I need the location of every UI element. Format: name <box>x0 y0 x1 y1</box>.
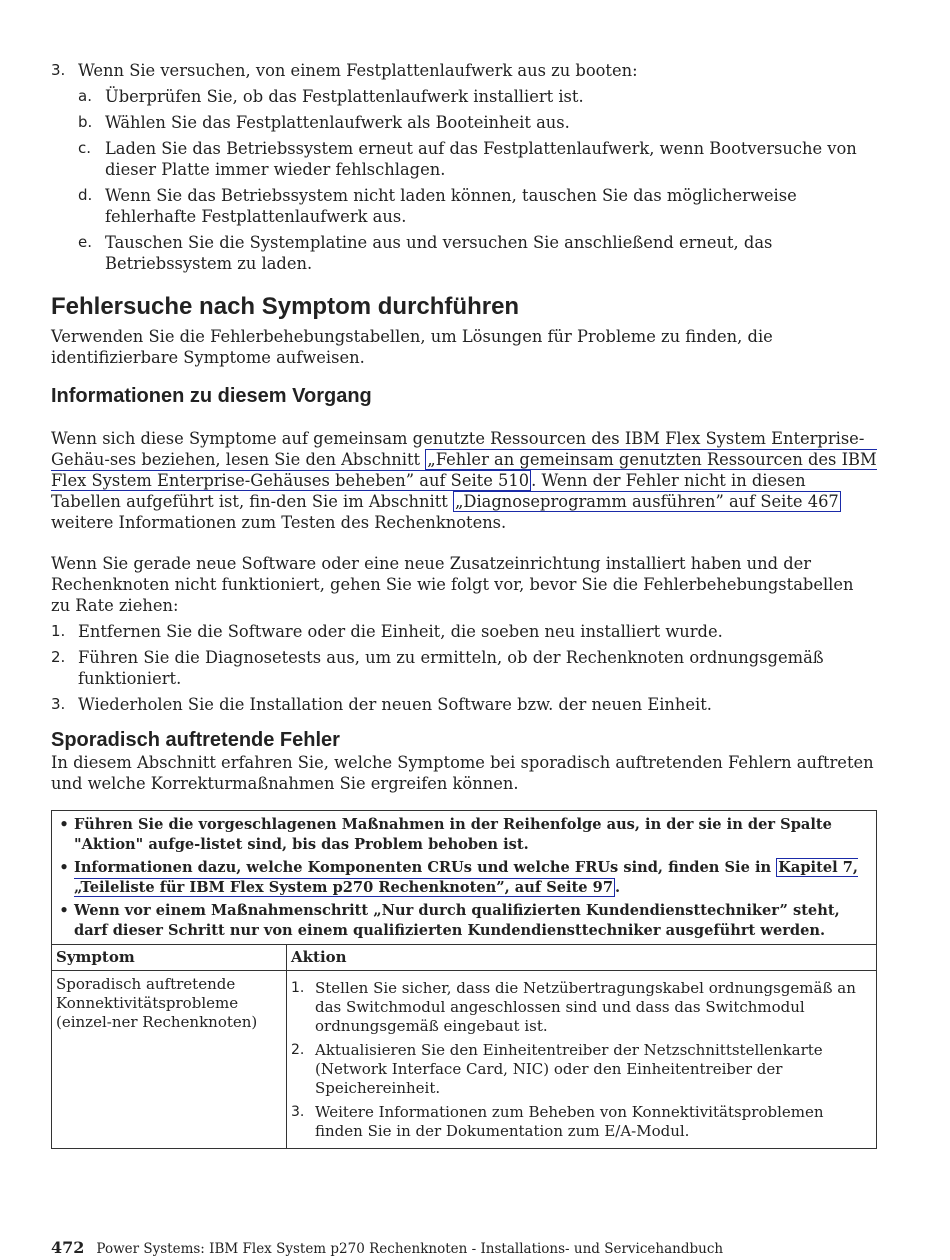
section-heading: Fehlersuche nach Symptom durchführen <box>51 293 520 320</box>
action-text: Stellen Sie sicher, dass die Netzübertragungskabel ordnungsgemäß an das Switchmodul angeschlossen sind und dass das Switchmodul ordnungsgemäß eingebaut ist. <box>315 979 856 1035</box>
link-parts-list[interactable]: Kapitel 7, „Teileliste für IBM Flex System p270 Rechenknoten”, auf Seite 97 <box>74 859 858 896</box>
list-text: Überprüfen Sie, ob das Festplattenlaufwerk installiert ist. <box>105 87 584 106</box>
list-number: 1. <box>51 622 66 640</box>
subsection-heading: Sporadisch auftretende Fehler <box>51 729 340 751</box>
list-item <box>78 185 877 227</box>
boot-list <box>51 60 877 81</box>
action-number: 2. <box>291 1042 305 1058</box>
text-run: . <box>614 878 621 896</box>
action-number: 3. <box>291 1104 305 1120</box>
list-letter: c. <box>78 139 92 157</box>
note-item <box>54 858 862 897</box>
note-text <box>74 858 862 897</box>
list-item <box>78 138 877 180</box>
symptom-table <box>52 944 876 1148</box>
col-header-symptom: Symptom <box>52 945 287 971</box>
action-item <box>291 979 864 1036</box>
list-item <box>51 647 877 689</box>
page-content <box>51 60 877 1149</box>
bullet-icon: • <box>59 859 69 876</box>
page-footer <box>51 1238 723 1257</box>
subsection-heading: Informationen zu diesem Vorgang <box>51 385 372 407</box>
list-letter: d. <box>78 186 93 204</box>
link-diagnostics[interactable]: „Diagnoseprogramm ausführen” auf Seite 467 <box>454 492 839 511</box>
action-text: Aktualisieren Sie den Einheitentreiber der Netzschnittstellenkarte (Network Interface Card, NIC) oder den Einheitentreiber der Speichereinheit. <box>315 1041 823 1097</box>
list-number: 3. <box>51 61 66 79</box>
notes-list <box>52 811 876 944</box>
table-row <box>52 971 876 1149</box>
list-letter: e. <box>78 233 92 251</box>
section-intro: Verwenden Sie die Fehlerbehebungstabellen, um Lösungen für Probleme zu finden, die identifizierbare Symptome aufweisen. <box>51 327 773 367</box>
text-run: Wenn sich diese Symptome auf gemeinsam genutzte Ressourcen des IBM Flex System Enterprise-Gehäu-ses beziehen, lesen Sie den Abschnitt <box>51 429 865 469</box>
list-item <box>78 86 877 107</box>
note-item <box>54 815 862 854</box>
list-letter: b. <box>78 113 93 131</box>
link-shared-resources[interactable]: „Fehler an gemeinsam genutzten Ressourcen des IBM Flex System Enterprise-Gehäuses beheben” auf Seite 510 <box>51 450 877 490</box>
action-text: Weitere Informationen zum Beheben von Konnektivitätsproblemen finden Sie in der Dokumentation zum E/A-Modul. <box>315 1103 824 1140</box>
list-text: Führen Sie die Diagnosetests aus, um zu ermitteln, ob der Rechenknoten ordnungsgemäß funktioniert. <box>78 648 824 688</box>
boot-sublist <box>78 86 877 274</box>
action-cell <box>287 971 877 1149</box>
symptom-table-box <box>51 810 877 1149</box>
list-number: 2. <box>51 648 66 666</box>
bullet-icon: • <box>59 816 69 833</box>
list-text: Wenn Sie versuchen, von einem Festplattenlaufwerk aus zu booten: <box>78 61 638 80</box>
list-item <box>51 694 877 715</box>
list-text: Wenn Sie das Betriebssystem nicht laden können, tauschen Sie das möglicherweise fehlerhafte Festplattenlaufwerk aus. <box>105 186 797 226</box>
list-text: Laden Sie das Betriebssystem erneut auf das Festplattenlaufwerk, wenn Bootversuche von dieser Platte immer wieder fehlschlagen. <box>105 139 857 179</box>
list-text: Tauschen Sie die Systemplatine aus und versuchen Sie anschließend erneut, das Betriebssystem zu laden. <box>105 233 773 273</box>
footer-text: Power Systems: IBM Flex System p270 Rechenknoten - Installations- und Servicehandbuch <box>96 1241 724 1257</box>
list-number: 3. <box>51 695 66 713</box>
text-run: . Wenn der Fehler nicht in diesen Tabellen aufgeführt ist, fin-den Sie im Abschnitt <box>51 471 806 511</box>
action-list <box>291 979 864 1141</box>
action-item <box>291 1103 864 1141</box>
note-item <box>54 901 862 940</box>
section-intro: In diesem Abschnitt erfahren Sie, welche Symptome bei sporadisch auftretenden Fehlern auftreten und welche Korrekturmaßnahmen Sie ergreifen können. <box>51 753 874 793</box>
list-text: Wiederholen Sie die Installation der neuen Software bzw. der neuen Einheit. <box>78 695 712 714</box>
new-software-paragraph: Wenn Sie gerade neue Software oder eine neue Zusatzeinrichtung installiert haben und der Rechenknoten nicht funktioniert, gehen Sie wie folgt vor, bevor Sie die Fehlerbehebungstabellen zu Rate ziehen: <box>51 554 854 615</box>
list-item <box>78 112 877 133</box>
action-item <box>291 1041 864 1098</box>
steps-list <box>51 621 877 715</box>
page-number: 472 <box>51 1238 85 1257</box>
list-text: Entfernen Sie die Software oder die Einheit, die soeben neu installiert wurde. <box>78 622 723 641</box>
table-header-row <box>52 945 876 971</box>
list-letter: a. <box>78 87 92 105</box>
note-text: Wenn vor einem Maßnahmenschritt „Nur durch qualifizierten Kundendiensttechniker” steht, darf dieser Schritt nur von einem qualifizierten Kundendiensttechniker ausgeführt werden. <box>74 902 840 939</box>
note-text: Führen Sie die vorgeschlagenen Maßnahmen in der Reihenfolge aus, in der sie in der Spalte "Aktion" aufge-listet sind, bis das Problem behoben ist. <box>74 816 832 853</box>
list-item <box>51 621 877 642</box>
col-header-action: Aktion <box>287 945 877 971</box>
list-item <box>51 60 877 81</box>
text-run: Informationen dazu, welche Komponenten CRUs und welche FRUs sind, finden Sie in <box>74 859 777 876</box>
list-text: Wählen Sie das Festplattenlaufwerk als Booteinheit aus. <box>105 113 570 132</box>
text-run: weitere Informationen zum Testen des Rechenknotens. <box>51 513 507 532</box>
bullet-icon: • <box>59 902 69 919</box>
list-item <box>78 232 877 274</box>
action-number: 1. <box>291 980 305 996</box>
info-paragraph <box>51 428 877 533</box>
symptom-cell: Sporadisch auftretende Konnektivitätsprobleme (einzel-ner Rechenknoten) <box>52 971 287 1149</box>
